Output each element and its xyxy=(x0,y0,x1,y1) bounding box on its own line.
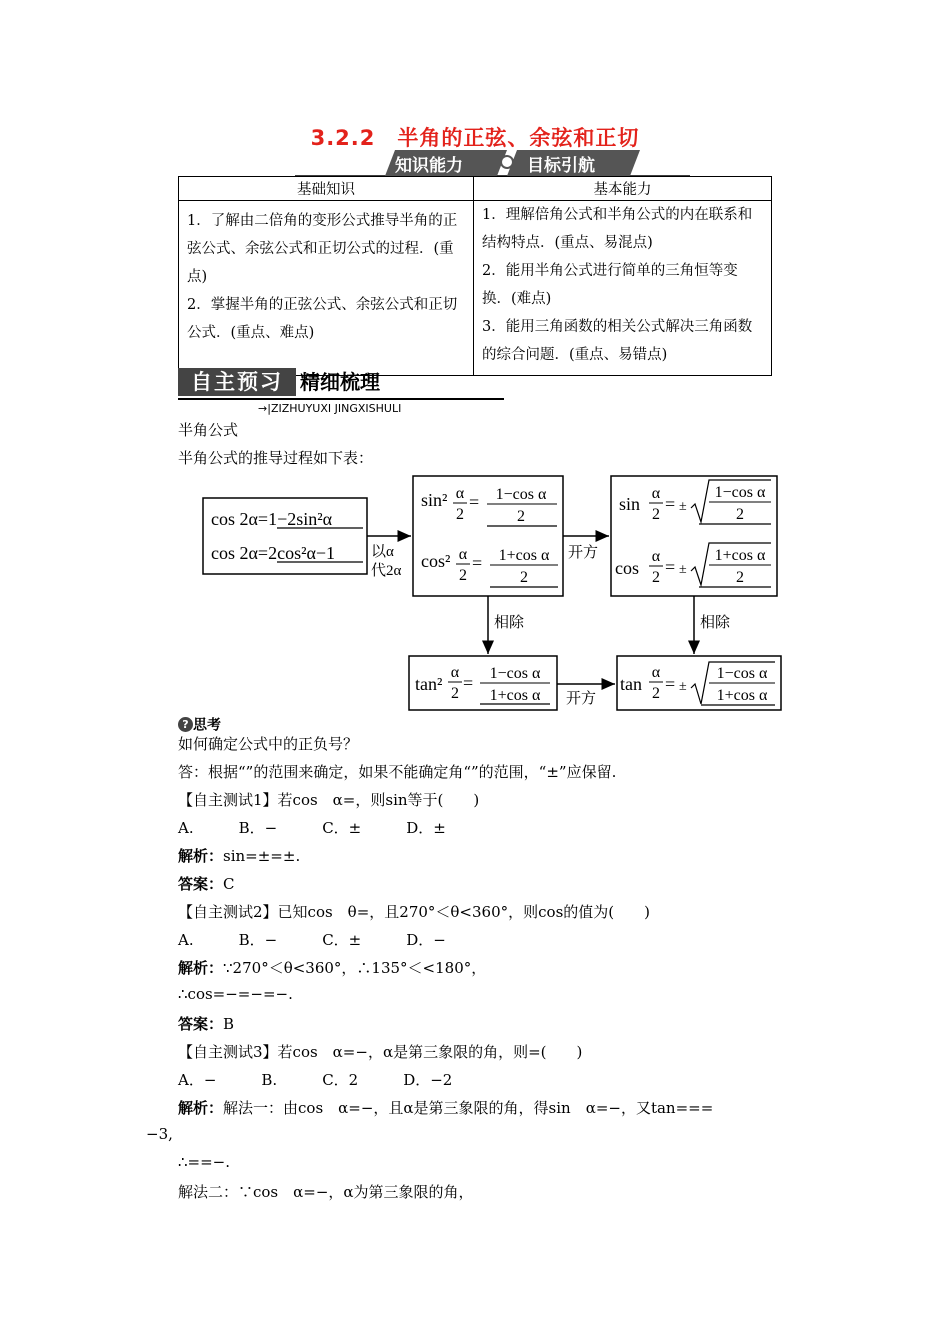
tan-sq-num: 1−cos α xyxy=(489,665,541,682)
test-3-analysis-2: −3, xyxy=(146,1125,173,1143)
divide-label-2: 相除 xyxy=(700,615,731,631)
intro-heading: 半角公式 xyxy=(178,421,239,439)
svg-text:2: 2 xyxy=(456,506,464,523)
header-basic-knowledge: 基础知识 xyxy=(179,177,474,201)
svg-text:1+cos α: 1+cos α xyxy=(716,687,768,704)
svg-text:±: ± xyxy=(679,499,687,514)
test-2-answer: 答案：B xyxy=(178,1015,235,1033)
section-heading xyxy=(178,368,508,418)
question-icon: ? xyxy=(178,717,193,732)
think-heading xyxy=(178,714,221,735)
svg-text:2: 2 xyxy=(736,506,744,523)
svg-text:α: α xyxy=(450,664,460,681)
cos-sq-lhs: cos² xyxy=(421,551,451,571)
cos-half-num: 1+cos α xyxy=(714,547,766,564)
test-3-options: A．− B. C．2 D．−2 xyxy=(178,1071,453,1089)
goals-table xyxy=(178,176,772,376)
banner-right: 目标引航 xyxy=(527,156,595,175)
intro-text: 半角公式的推导过程如下表： xyxy=(178,449,374,467)
sin-half-num: 1−cos α xyxy=(714,484,766,501)
test-3-analysis-3: ∴==−. xyxy=(178,1153,231,1171)
ability-item: 3．能用三角函数的相关公式解决三角函数的综合问题．(重点、易错点) xyxy=(482,319,753,363)
substitute-label-2: 代2α xyxy=(371,563,402,579)
svg-text:2: 2 xyxy=(736,569,744,586)
svg-text:2: 2 xyxy=(520,569,528,586)
divide-label-1: 相除 xyxy=(494,615,525,631)
svg-text:2: 2 xyxy=(459,567,467,584)
test-3-question: 【自主测试3】若cos α=−，α是第三象限的角，则=( ) xyxy=(178,1043,583,1061)
test-1-analysis: 解析：sin=±=±. xyxy=(178,847,301,865)
svg-text:=: = xyxy=(665,557,676,577)
svg-text:2: 2 xyxy=(652,569,660,586)
cos-double-1: cos 2α=1−2sin²α xyxy=(211,509,333,529)
ability-item: 1．理解倍角公式和半角公式的内在联系和结构特点．(重点、易混点) xyxy=(482,207,753,251)
ability-item: 2．能用半角公式进行简单的三角恒等变换．(难点) xyxy=(482,263,738,307)
svg-text:±: ± xyxy=(679,679,687,694)
knowledge-item: 2．掌握半角的正弦公式、余弦公式和正切公式．(重点、难点) xyxy=(187,297,458,341)
basic-ability-cell xyxy=(474,201,772,376)
page-title: 3.2.2 半角的正弦、余弦和正切 xyxy=(310,126,640,150)
svg-text:α: α xyxy=(458,546,468,563)
svg-text:α: α xyxy=(651,485,661,502)
header-basic-ability: 基本能力 xyxy=(474,177,772,201)
test-1-options: A. B．− C．± D．± xyxy=(178,819,446,837)
svg-text:2: 2 xyxy=(652,685,660,702)
think-question: 如何确定公式中的正负号？ xyxy=(178,735,359,753)
banner-left: 知识能力 xyxy=(395,156,463,175)
svg-text:±: ± xyxy=(679,562,687,577)
svg-text:2: 2 xyxy=(451,685,459,702)
arrow-icon: →| xyxy=(258,402,271,415)
test-3-analysis-4: 解法二：∵cos α=−，α为第三象限的角， xyxy=(178,1183,474,1201)
svg-text:=: = xyxy=(665,674,676,694)
svg-text:1+cos α: 1+cos α xyxy=(489,687,541,704)
test-2-analysis-2: ∴cos=−=−=−. xyxy=(178,985,293,1003)
cos-double-2: cos 2α=2cos²α−1 xyxy=(211,543,336,563)
sqrt-label-1: 开方 xyxy=(568,545,599,561)
svg-text:α: α xyxy=(455,485,465,502)
test-2-question: 【自主测试2】已知cos θ=，且270°＜θ<360°，则cos的值为( ) xyxy=(178,903,650,921)
sin-sq-lhs: sin² xyxy=(421,490,448,510)
svg-text:=: = xyxy=(469,492,480,512)
section-banner xyxy=(295,148,690,178)
svg-text:α: α xyxy=(651,664,661,681)
test-1-answer: 答案：C xyxy=(178,875,235,893)
think-answer: 答：根据“”的范围来确定，如果不能确定角“”的范围，“±”应保留. xyxy=(178,763,617,781)
basic-knowledge-cell xyxy=(179,201,474,376)
sqrt-label-2: 开方 xyxy=(566,691,597,707)
svg-text:2: 2 xyxy=(652,506,660,523)
svg-text:2: 2 xyxy=(517,508,525,525)
think-label: 思考 xyxy=(193,717,221,734)
section-title: 自主预习 xyxy=(178,368,296,396)
sin-half-lhs: sin xyxy=(619,494,641,514)
test-1-question: 【自主测试1】若cos α=，则sin等于( ) xyxy=(178,791,480,809)
sin-sq-num: 1−cos α xyxy=(495,486,547,503)
section-pinyin: ZIZHUYUXI JINGXISHULI xyxy=(270,402,402,415)
derivation-diagram xyxy=(195,470,795,720)
test-3-analysis: 解析：解法一：由cos α=−，且α是第三象限的角，得sin α=−，又tan=== xyxy=(178,1099,714,1117)
knowledge-item: 1．了解由二倍角的变形公式推导半角的正弦公式、余弦公式和正切公式的过程．(重点) xyxy=(187,213,458,285)
cos-sq-num: 1+cos α xyxy=(498,547,550,564)
tan-sq-lhs: tan² xyxy=(415,674,443,694)
svg-text:=: = xyxy=(665,494,676,514)
substitute-label-1: 以α xyxy=(371,544,394,560)
tan-half-lhs: tan xyxy=(620,674,642,694)
section-subtitle: 精细梳理 xyxy=(300,370,380,394)
svg-text:=: = xyxy=(472,553,483,573)
svg-text:=: = xyxy=(463,673,474,693)
cos-half-lhs: cos xyxy=(615,558,639,578)
test-2-options: A. B．− C．± D．− xyxy=(178,931,446,949)
test-2-analysis: 解析：∵270°＜θ<360°，∴135°＜<180°， xyxy=(178,959,487,977)
svg-text:α: α xyxy=(651,548,661,565)
tan-half-num: 1−cos α xyxy=(716,665,768,682)
